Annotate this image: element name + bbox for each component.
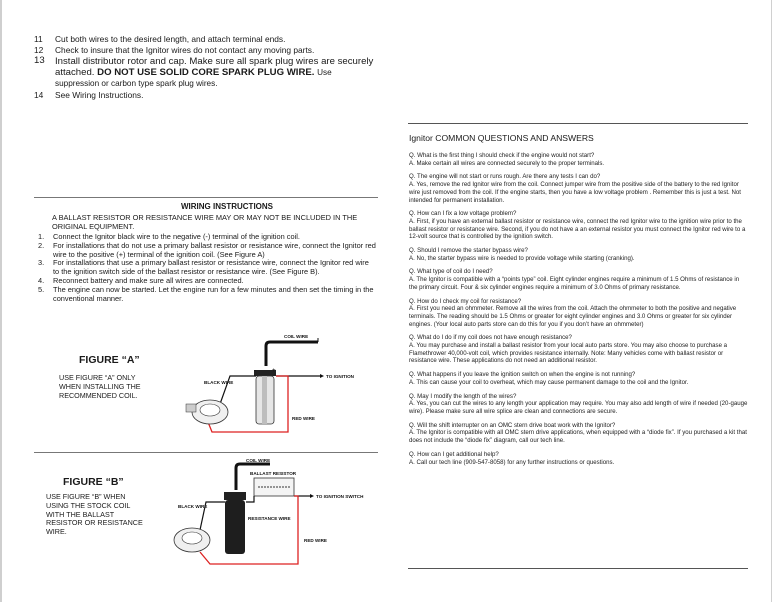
qa-question: Q. How can I get additional help?	[409, 450, 499, 458]
step-text: See Wiring Instructions.	[55, 90, 144, 101]
qa-answer: A. Yes, remove the red Ignitor wire from the coil. Connect jumper wire from the positive side of the battery to the red Ignitor wire just removed from the coil. If the engine starts, then you have a low voltage problem . Remember this is just a test. Not intended for permanent installation.	[409, 181, 741, 204]
divider	[408, 123, 748, 124]
wiring-item-text: For installations that use a primary ballast resistor or resistance wire, connect the Ignitor red wire to the ignition switch side of the ballast resistor or resistance wire. (See Figure B).	[53, 258, 369, 277]
install-steps	[34, 34, 374, 101]
svg-text:-: -	[254, 368, 256, 374]
wiring-item	[38, 286, 376, 304]
page-edge	[0, 0, 2, 602]
qa-answer: A. The Ignitor is compatible with a “points type” coil. Eight cylinder engines require a minimum of 1.5 Ohms of resistance in the primary circuit. Four & six cylinder engines require a minimum of 3.0 Ohms of primary resistance.	[409, 276, 740, 291]
qa-item	[409, 210, 749, 241]
qa-question: Q. How can I fix a low voltage problem?	[409, 210, 517, 218]
ignition-label: TO IGNITION SWITCH	[316, 494, 364, 499]
qa-answer: A. First, if you have an external ballast resistor or resistance wire, connect the red Ignitor wire to the ignition wire prior to the ballast resistor or resistance wire. Second, if you do not have a an external resistor you must connect the Ignitor red wire to a 12-volt source that is controlled by the ignition switch.	[409, 217, 746, 241]
qa-question: Q. What do I do if my coil does not have enough resistance?	[409, 334, 572, 342]
figure-a-title: FIGURE “A”	[79, 354, 140, 366]
coil-wire-label: COIL WIRE	[246, 458, 271, 463]
solid-core-warning: DO NOT USE SOLID CORE SPARK PLUG WIRE.	[97, 67, 315, 78]
step-text-main: Install distributor rotor and cap. Make sure all spark plug wires are securely attached.	[55, 55, 374, 78]
wiring-item-text: For installations that do not use a primary ballast resistor or resistance wire, connect the Ignitor red wire to the positive (+) terminal of the ignition coil. (See Figure A)	[53, 240, 376, 259]
qa-title: Ignitor COMMON QUESTIONS AND ANSWERS	[409, 133, 594, 143]
qa-item	[409, 371, 749, 386]
qa-question: Q. May I modify the length of the wires?	[409, 392, 517, 400]
qa-item	[409, 422, 749, 445]
wiring-title: WIRING INSTRUCTIONS	[181, 202, 273, 211]
figure-b-title: FIGURE “B”	[63, 476, 124, 488]
step-item	[34, 34, 374, 44]
wiring-item-number: 4.	[38, 276, 45, 286]
qa-item	[409, 298, 749, 329]
step-number: 11	[34, 34, 43, 44]
wiring-instructions	[38, 203, 376, 304]
coil-wire	[266, 342, 318, 366]
qa-item	[409, 334, 749, 365]
black-wire-label: BLACK WIRE	[178, 504, 208, 509]
divider	[34, 197, 378, 198]
red-wire	[200, 496, 298, 564]
qa-section	[409, 133, 749, 472]
figure-b-diagram	[170, 456, 378, 574]
qa-question: Q. Will the shift interrupter on an OMC stern drive boat work with the Ignitor?	[409, 421, 616, 429]
step-item	[34, 56, 374, 90]
qa-question: Q. What type of coil do I need?	[409, 268, 493, 276]
qa-answer: A. This can cause your coil to overheat, which may cause permanent damage to the coil and the Ignitor.	[409, 378, 689, 386]
wiring-item-number: 1.	[38, 231, 45, 241]
qa-answer: A. First you need an ohmmeter. Remove all the wires from the coil. Attach the ohmmeter to both the positive and negative terminals. The reading should be 1.5 Ohms or greater for eight cylinder engines and 3.0 Ohms or greater for six cylinder engines. (Your local auto parts store can do this for you if you don’t have an ohmmeter)	[409, 305, 737, 328]
qa-item	[409, 173, 749, 204]
qa-item	[409, 393, 749, 416]
wiring-item-number: 5.	[38, 285, 45, 295]
qa-answer: A. No, the starter bypass wire is needed to provide voltage while starting (cranking).	[409, 254, 635, 262]
coil-cap	[224, 492, 246, 500]
qa-answer: A. Call our tech line (909-547-8058) for any further instructions or questions.	[409, 458, 615, 466]
qa-answer: A. The Ignitor is compatible with all OMC stern drive applications, when equipped with a “diode fix”. If you purchased a kit that does not include the “diode fix” diagram, call our tech line.	[409, 429, 747, 445]
ballast-label: BALLAST RESISTOR	[250, 471, 297, 476]
wiring-item	[38, 242, 376, 260]
wiring-item-text: Connect the Ignitor black wire to the negative (-) terminal of the ignition coil.	[53, 231, 300, 241]
step-number: 14	[34, 90, 44, 101]
figure-a-caption: USE FIGURE “A” ONLY WHEN INSTALLING THE RECOMMENDED COIL.	[59, 373, 141, 400]
ignition-label: TO IGNITION	[326, 374, 354, 379]
qa-item	[409, 152, 749, 167]
black-wire-label: BLACK WIRE	[204, 380, 234, 385]
qa-item	[409, 247, 749, 262]
step-number: 12	[34, 44, 44, 55]
step-text	[55, 56, 374, 90]
coil-body	[225, 500, 245, 554]
resistance-wire-label: RESISTANCE WIRE	[248, 516, 291, 521]
wiring-intro: A BALLAST RESISTOR OR RESISTANCE WIRE MAY OR MAY NOT BE INCLUDED IN THE ORIGINAL EQUIPMENT.	[52, 212, 358, 231]
step-item	[34, 90, 374, 100]
step-item	[34, 45, 374, 55]
svg-text:+: +	[272, 368, 276, 374]
red-wire-label: RED WIRE	[304, 538, 327, 543]
qa-question: Q. What is the first thing I should check if the engine would not start?	[409, 152, 595, 159]
figure-b-caption: USE FIGURE “B” WHEN USING THE STOCK COIL WITH THE BALLAST RESISTOR OR RESISTANCE WIRE.	[46, 492, 143, 537]
wiring-item-number: 3.	[38, 258, 45, 268]
wiring-item	[38, 259, 376, 277]
qa-question: Q. The engine will not start or runs rough. Are there any tests I can do?	[409, 173, 601, 181]
qa-item	[409, 451, 749, 466]
wiring-item-number: 2.	[38, 240, 45, 250]
red-wire-label: RED WIRE	[292, 416, 315, 421]
page-border	[771, 0, 772, 602]
qa-answer: A. Make certain all wires are connected securely to the proper terminals.	[409, 159, 605, 167]
step-text: Check to insure that the Ignitor wires do not contact any moving parts.	[55, 44, 315, 55]
wiring-item-text: Reconnect battery and make sure all wires are connected.	[53, 276, 244, 286]
step-text-after: Use suppression or carbon type spark plug wires.	[55, 68, 332, 89]
divider	[34, 452, 378, 453]
divider	[408, 568, 748, 569]
qa-answer: A. You may purchase and install a ballast resistor from your local auto parts store. You may also choose to purchase a Flamethrower 40,000-volt coil, which provides resistance internally. Note: Many vehicles come with ballast resistor or resistance wire. These applications do not need an additional resistor.	[409, 342, 728, 365]
qa-question: Q. What happens if you leave the ignition switch on when the engine is not running?	[409, 371, 636, 379]
qa-question: Q. Should I remove the starter bypass wire?	[409, 247, 528, 255]
step-text: Cut both wires to the desired length, and attach terminal ends.	[55, 34, 286, 44]
wiring-item-text: The engine can now be started. Let the engine run for a few minutes and then set the timing in the conventional manner.	[53, 285, 374, 304]
step-number: 13	[34, 54, 45, 66]
coil-wire-label: COIL WIRE	[284, 334, 309, 339]
qa-item	[409, 268, 749, 291]
figure-a-diagram	[180, 332, 380, 444]
qa-answer: A. Yes, you can cut the wires to any length your application may require. You may also add length of wire if needed (20-gauge wire). Please make sure all wire splice are clean and connections are secure.	[409, 400, 748, 415]
qa-question: Q. How do I check my coil for resistance?	[409, 297, 522, 305]
